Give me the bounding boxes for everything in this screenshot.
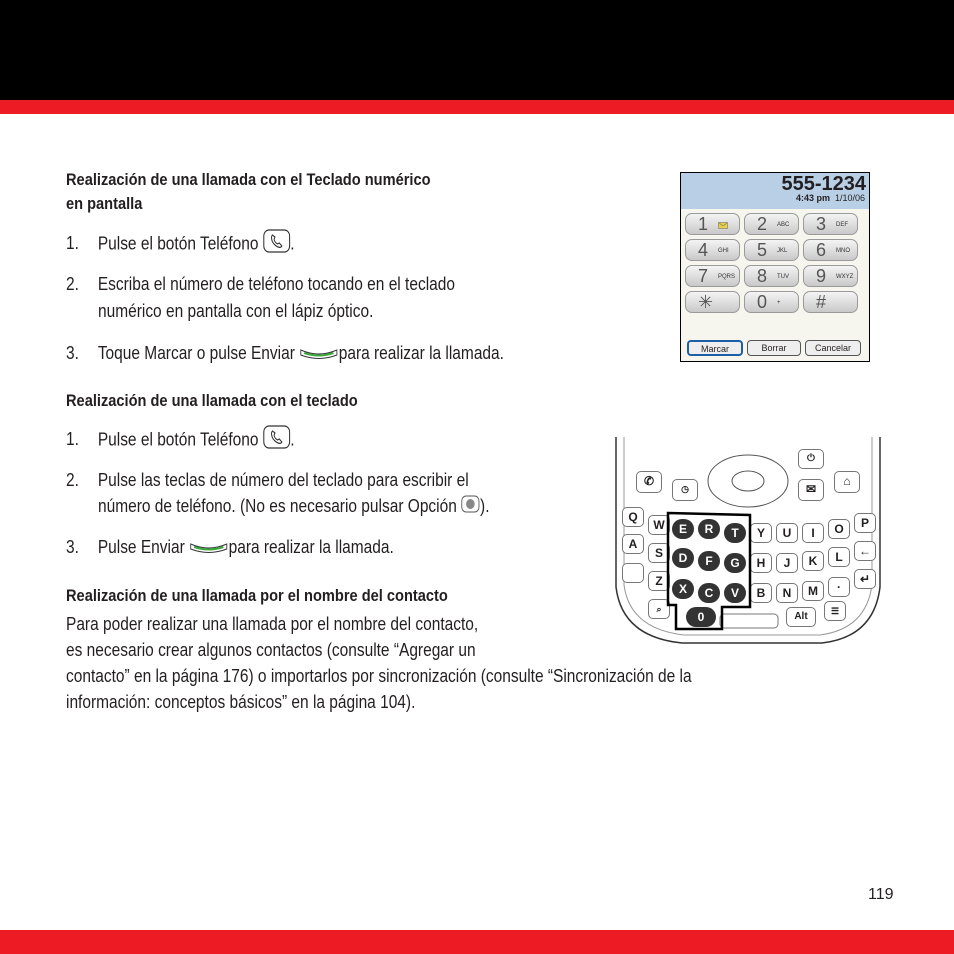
dialpad-key[interactable]: 1: [685, 213, 740, 235]
dialpad-key[interactable]: 6 MNO: [803, 239, 858, 261]
backspace-icon: ←: [859, 544, 871, 558]
home-key[interactable]: [834, 471, 860, 493]
step-number: 1.: [66, 233, 79, 254]
section3-para-line: Para poder realizar una llamada por el nombre del contacto,: [66, 614, 479, 634]
key-2-r[interactable]: R: [698, 519, 720, 539]
phone-button-icon: [263, 425, 291, 456]
section1-step3: 3. Toque Marcar o pulse Enviar para realizar la llamada.: [66, 340, 504, 367]
power-key[interactable]: [798, 449, 824, 469]
cancelar-button[interactable]: Cancelar: [805, 340, 861, 356]
power-icon: ⏻: [807, 453, 815, 464]
section2-step1: 1. Pulse el botón Teléfono .: [66, 425, 295, 456]
section3-heading: Realización de una llamada por el nombre del contacto: [66, 586, 448, 605]
mail-key[interactable]: [798, 479, 824, 501]
mail-icon: ✉: [805, 482, 817, 496]
key-p[interactable]: P: [854, 513, 876, 533]
menu-key[interactable]: [824, 601, 846, 621]
key-k[interactable]: K: [802, 551, 824, 571]
dialpad-key[interactable]: 9 WXYZ: [803, 265, 858, 287]
key-a[interactable]: A: [622, 534, 644, 554]
key-z[interactable]: Z: [648, 571, 670, 591]
dialpad-key[interactable]: 3 DEF: [803, 213, 858, 235]
enter-key[interactable]: [854, 569, 876, 589]
send-button-icon: [299, 341, 339, 367]
time-date: 4:43 pm 1/10/06: [795, 193, 865, 203]
section2-step2-line2: número de teléfono. (No es necesario pulsar Opción ).: [98, 493, 490, 520]
dialpad-screen-image: [680, 172, 870, 362]
borrar-button[interactable]: Borrar: [747, 340, 801, 356]
section2-step2-line1: 2. Pulse las teclas de número del teclado para escribir el: [66, 467, 469, 493]
enter-icon: ↵: [859, 572, 871, 586]
menu-icon: ☰: [830, 606, 840, 616]
dialpad-key[interactable]: 5 JKL: [744, 239, 799, 261]
section3-para-line: información: conceptos básicos” en la página 104).: [66, 692, 416, 712]
key-y[interactable]: Y: [750, 523, 772, 543]
section1-heading-line1: Realización de una llamada con el Teclado numérico: [66, 170, 431, 189]
key-3-t[interactable]: T: [724, 523, 746, 543]
dialpad-key[interactable]: 7 PQRS: [685, 265, 740, 287]
key-1-e[interactable]: E: [672, 519, 694, 539]
dialpad-header: [681, 173, 869, 209]
key-7-x[interactable]: X: [672, 579, 694, 599]
section1-step2-line1: 2. Escriba el número de teléfono tocando en el teclado: [66, 271, 455, 297]
key-h[interactable]: H: [750, 553, 772, 573]
section1-step1: 1. Pulse el botón Teléfono .: [66, 229, 295, 260]
step-number: 3.: [66, 343, 79, 363]
dialpad-key[interactable]: 2 ABC: [744, 213, 799, 235]
section3-para-line: contacto” en la página 176) o importarlos por sincronización (consulte “Sincronización de la: [66, 666, 692, 686]
dialpad-key[interactable]: 4 GHI: [685, 239, 740, 261]
option-key-icon: [461, 494, 480, 520]
key-8-c[interactable]: C: [698, 583, 720, 603]
step-text: Pulse el botón Teléfono: [97, 233, 259, 254]
dialpad-key[interactable]: ✳: [685, 291, 740, 313]
period-key[interactable]: [828, 577, 850, 597]
backspace-key[interactable]: [854, 541, 876, 561]
option-key[interactable]: [622, 563, 644, 583]
step-number: 2.: [66, 274, 79, 294]
page-number: 119: [868, 886, 894, 903]
dialed-number: 555-1234: [781, 173, 866, 195]
section3-para-line: es necesario crear algunos contactos (consulte “Agregar un: [66, 640, 476, 660]
header-black-bar: [0, 0, 954, 100]
key-l[interactable]: L: [828, 547, 850, 567]
footer-red-bar: [0, 930, 954, 954]
voicemail-icon: [718, 222, 728, 231]
key-n[interactable]: N: [776, 583, 798, 603]
period-icon: ·: [837, 580, 841, 594]
phone-button-icon: [263, 229, 291, 260]
step-number: 2.: [66, 470, 79, 490]
key-q[interactable]: Q: [622, 507, 644, 527]
dialpad-key[interactable]: 8 TUV: [744, 265, 799, 287]
send-button-icon: [189, 535, 229, 561]
home-icon: ⌂: [843, 474, 851, 488]
dialpad-key[interactable]: #: [803, 291, 858, 313]
calendar-icon: ◷: [681, 484, 689, 494]
key-9-v[interactable]: V: [724, 583, 746, 603]
section1-step2-line2: numérico en pantalla con el lápiz óptico.: [98, 301, 374, 321]
section2-step3: 3. Pulse Enviar para realizar la llamada.: [66, 534, 394, 561]
section2-heading: Realización de una llamada con el teclado: [66, 391, 358, 410]
phone-icon: ✆: [643, 474, 655, 488]
search-key[interactable]: [648, 599, 670, 619]
key-j[interactable]: J: [776, 553, 798, 573]
key-w[interactable]: W: [648, 515, 670, 535]
alt-key[interactable]: Alt: [786, 607, 816, 627]
key-0[interactable]: 0: [686, 607, 716, 627]
step-number: 1.: [66, 429, 79, 450]
keyboard-illustration: [612, 437, 884, 645]
step-number: 3.: [66, 537, 79, 557]
key-4-d[interactable]: D: [672, 548, 694, 568]
key-o[interactable]: O: [828, 519, 850, 539]
key-6-g[interactable]: G: [724, 553, 746, 573]
key-i[interactable]: I: [802, 523, 824, 543]
dialpad-key[interactable]: 0 +: [744, 291, 799, 313]
phone-key[interactable]: [636, 471, 662, 493]
marcar-button[interactable]: Marcar: [687, 340, 743, 356]
key-u[interactable]: U: [776, 523, 798, 543]
key-b[interactable]: B: [750, 583, 772, 603]
key-s[interactable]: S: [648, 543, 670, 563]
key-m[interactable]: M: [802, 581, 824, 601]
key-5-f[interactable]: F: [698, 551, 720, 571]
section1-heading-line2: en pantalla: [66, 194, 143, 213]
calendar-key[interactable]: [672, 479, 698, 501]
search-icon: ⌕: [656, 604, 662, 614]
header-red-stripe: [0, 100, 954, 114]
